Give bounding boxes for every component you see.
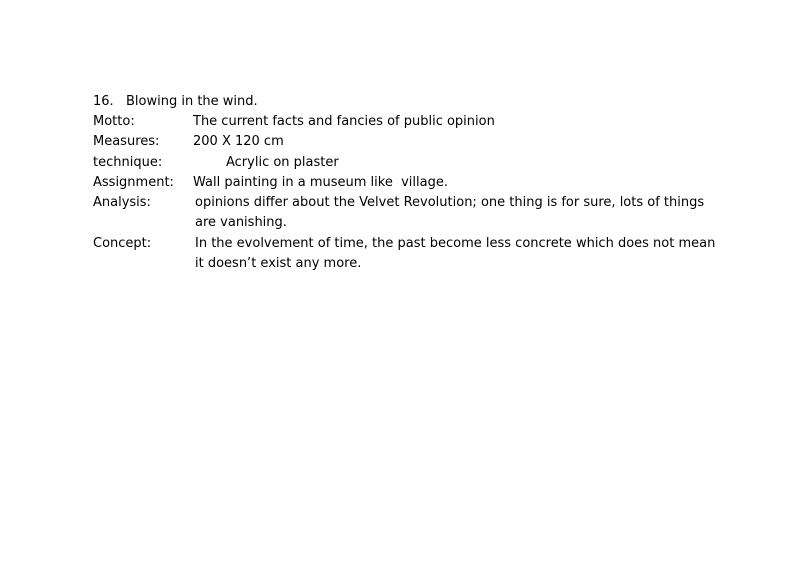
concept-label: Concept: bbox=[93, 236, 152, 251]
motto-value: The current facts and fancies of public opinion bbox=[193, 114, 495, 129]
entry-number: 16. bbox=[93, 94, 114, 109]
concept-value-line2: it doesn’t exist any more. bbox=[195, 256, 362, 271]
assignment-value: Wall painting in a museum like village. bbox=[193, 175, 448, 190]
measures-value: 200 X 120 cm bbox=[193, 134, 284, 149]
entry-title: Blowing in the wind. bbox=[126, 94, 258, 109]
concept-value-line1: In the evolvement of time, the past become less concrete which does not mean bbox=[195, 236, 716, 251]
technique-label: technique: bbox=[93, 155, 163, 170]
analysis-label: Analysis: bbox=[93, 195, 151, 210]
measures-label: Measures: bbox=[93, 134, 160, 149]
assignment-label: Assignment: bbox=[93, 175, 174, 190]
technique-value: Acrylic on plaster bbox=[226, 155, 339, 170]
entry-heading bbox=[93, 94, 258, 110]
analysis-value-line2: are vanishing. bbox=[195, 215, 287, 230]
analysis-value-line1: opinions differ about the Velvet Revolution; one thing is for sure, lots of things bbox=[195, 195, 705, 210]
motto-label: Motto: bbox=[93, 114, 135, 129]
